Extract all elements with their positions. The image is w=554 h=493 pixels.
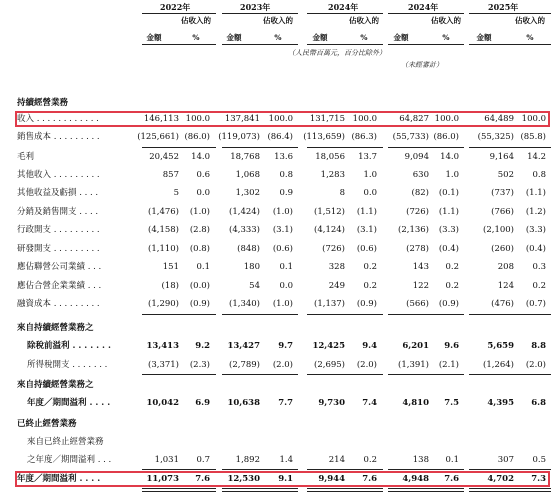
row-label: 研發開支 . . . . . . . . .	[17, 244, 100, 254]
disc-value-cell: 307	[497, 455, 514, 465]
amount-col-header: 金額	[476, 33, 492, 42]
row-value-cell: 630	[412, 170, 429, 180]
row-value-cell: (1,512)	[314, 207, 345, 217]
pct-col-header-top: 佔收入的	[431, 16, 461, 25]
pct-col-header-bottom: %	[192, 33, 200, 42]
tax-value-cell: (2,695)	[314, 360, 345, 370]
subtotal-rule	[469, 374, 551, 375]
row-value-cell: 1,283	[320, 170, 345, 180]
row-value-cell: 249	[328, 281, 345, 291]
total-value-cell: 7.6	[444, 474, 459, 484]
row-value-cell: (4,124)	[314, 225, 345, 235]
row-value-cell: 151	[162, 262, 179, 272]
row-value-cell: 0.2	[445, 281, 459, 291]
tax-value-cell: (2.0)	[525, 360, 546, 370]
row-value-cell: (3.1)	[272, 225, 293, 235]
pbt-value-cell: 9.6	[444, 341, 459, 351]
cont-value-cell: 4,810	[402, 398, 429, 408]
row-value-cell: 64,489	[484, 114, 514, 124]
tax-label: 所得稅開支 . . . . . . .	[27, 360, 108, 370]
row-value-cell: (0.7)	[525, 299, 546, 309]
row-value-cell: (1.1)	[438, 207, 459, 217]
row-value-cell: 13.7	[358, 152, 377, 162]
row-value-cell: 8	[339, 188, 345, 198]
disc-label: 之年度／期間溢利 . . .	[27, 455, 112, 465]
row-value-cell: (0.9)	[189, 299, 210, 309]
subtotal-rule	[307, 374, 383, 375]
row-value-cell: 9,164	[489, 152, 514, 162]
row-value-cell: 208	[497, 262, 514, 272]
year-underline-3	[307, 13, 383, 14]
row-value-cell: 1.0	[363, 170, 377, 180]
total-double-rule	[307, 488, 383, 492]
total-value-cell: 9,944	[318, 474, 345, 484]
pbt-value-cell: 12,425	[312, 341, 345, 351]
row-value-cell: 0.0	[363, 188, 377, 198]
row-value-cell: (0.6)	[356, 244, 377, 254]
tax-value-cell: (2.1)	[438, 360, 459, 370]
row-value-cell: 18,056	[315, 152, 345, 162]
row-value-cell: 0.8	[279, 170, 293, 180]
subheader-underline-3	[307, 44, 383, 45]
tax-value-cell: (2.0)	[356, 360, 377, 370]
row-value-cell: (2,136)	[398, 225, 429, 235]
subtotal-rule	[469, 314, 551, 315]
row-value-cell: 1.0	[445, 170, 459, 180]
disc-value-cell: 1,892	[235, 455, 260, 465]
row-value-cell: (726)	[322, 244, 345, 254]
row-value-cell: (1,424)	[229, 207, 260, 217]
row-label: 應佔合營企業業績 . . .	[17, 281, 102, 291]
row-value-cell: 328	[328, 262, 345, 272]
row-value-cell: (1.1)	[525, 188, 546, 198]
row-value-cell: (1,290)	[148, 299, 179, 309]
row-value-cell: (0.9)	[438, 299, 459, 309]
year-underline-5	[469, 13, 551, 14]
row-value-cell: 100.0	[352, 114, 377, 124]
row-value-cell: 0.2	[532, 281, 546, 291]
subtotal-rule	[142, 147, 216, 148]
row-value-cell: 143	[412, 262, 429, 272]
amount-col-header: 金額	[226, 33, 242, 42]
row-value-cell: (4,158)	[148, 225, 179, 235]
cont-value-cell: 6.8	[531, 398, 546, 408]
total-value-cell: 7.3	[531, 474, 546, 484]
row-value-cell: 100.0	[268, 114, 293, 124]
row-value-cell: (737)	[491, 188, 514, 198]
row-value-cell: 0.9	[279, 188, 293, 198]
total-value-cell: 11,073	[146, 474, 179, 484]
tax-value-cell: (2.0)	[272, 360, 293, 370]
row-value-cell: (0.0)	[189, 281, 210, 291]
row-value-cell: 122	[412, 281, 429, 291]
subtotal-rule	[388, 469, 464, 470]
row-value-cell: 857	[162, 170, 179, 180]
row-value-cell: 0.2	[363, 281, 377, 291]
row-value-cell: (0.6)	[272, 244, 293, 254]
row-value-cell: 14.2	[527, 152, 546, 162]
subtotal-rule	[388, 374, 464, 375]
total-value-cell: 4,702	[487, 474, 514, 484]
row-value-cell: 100.0	[185, 114, 210, 124]
section-title-continuing: 持續經營業務	[17, 98, 69, 108]
total-value-cell: 12,530	[227, 474, 260, 484]
row-value-cell: 1,302	[235, 188, 260, 198]
row-value-cell: 9,094	[404, 152, 429, 162]
row-value-cell: (1.1)	[356, 207, 377, 217]
subtotal-rule	[222, 374, 298, 375]
row-value-cell: 502	[497, 170, 514, 180]
row-value-cell: 13.6	[274, 152, 293, 162]
total-value-cell: 7.6	[362, 474, 377, 484]
row-label: 銷售成本 . . . . . . . . .	[17, 132, 100, 142]
row-value-cell: 0.3	[532, 262, 546, 272]
cont-value-cell: 10,638	[227, 398, 260, 408]
row-value-cell: (119,073)	[218, 132, 260, 142]
year-header-2024: 2024年	[328, 2, 359, 12]
subheader-underline-4	[388, 44, 464, 45]
row-value-cell: 18,768	[230, 152, 260, 162]
subheader-underline-5	[469, 44, 551, 45]
subtotal-rule	[222, 314, 298, 315]
subtotal-rule	[142, 374, 216, 375]
disc-line1: 來自已終止經營業務	[27, 437, 104, 447]
subtotal-rule	[307, 469, 383, 470]
row-value-cell: 100.0	[434, 114, 459, 124]
row-value-cell: (766)	[491, 207, 514, 217]
tax-value-cell: (2,789)	[229, 360, 260, 370]
row-value-cell: (2.8)	[189, 225, 210, 235]
row-value-cell: (3.1)	[356, 225, 377, 235]
row-value-cell: (82)	[411, 188, 429, 198]
subheader-underline-1	[142, 44, 216, 45]
subheader-underline-2	[222, 44, 298, 45]
row-value-cell: (0.4)	[525, 244, 546, 254]
pbt-label: 除稅前溢利 . . . . . . .	[27, 341, 111, 351]
row-value-cell: (476)	[491, 299, 514, 309]
subtotal-rule	[142, 469, 216, 470]
row-value-cell: (1.0)	[272, 207, 293, 217]
disc-value-cell: 214	[328, 455, 345, 465]
row-value-cell: 64,827	[399, 114, 429, 124]
row-value-cell: 0.2	[363, 262, 377, 272]
pbt-value-cell: 9.2	[195, 341, 210, 351]
pct-col-header-top: 佔收入的	[515, 16, 545, 25]
row-value-cell: (1,340)	[229, 299, 260, 309]
pbt-value-cell: 13,413	[146, 341, 179, 351]
disc-value-cell: 0.1	[445, 455, 459, 465]
subtotal-rule	[469, 147, 551, 148]
row-value-cell: (18)	[161, 281, 179, 291]
disc-value-cell: 0.7	[196, 455, 210, 465]
row-label: 應佔聯營公司業績 . . .	[17, 262, 102, 272]
cont-value-cell: 4,395	[487, 398, 514, 408]
row-value-cell: (1,476)	[148, 207, 179, 217]
row-value-cell: 1,068	[235, 170, 260, 180]
amount-col-header: 金額	[393, 33, 409, 42]
cont-value-cell: 6.9	[195, 398, 210, 408]
pct-col-header-bottom: %	[442, 33, 450, 42]
row-value-cell: 131,715	[309, 114, 345, 124]
row-value-cell: 54	[249, 281, 260, 291]
row-value-cell: (1.0)	[189, 207, 210, 217]
pbt-value-cell: 5,659	[487, 341, 514, 351]
pbt-value-cell: 13,427	[227, 341, 260, 351]
row-value-cell: (86.0)	[184, 132, 210, 142]
row-value-cell: 20,452	[149, 152, 179, 162]
row-value-cell: 137,841	[224, 114, 260, 124]
row-value-cell: (260)	[491, 244, 514, 254]
row-value-cell: (4,333)	[229, 225, 260, 235]
row-value-cell: (125,661)	[137, 132, 179, 142]
row-value-cell: 14.0	[440, 152, 459, 162]
row-value-cell: (1.0)	[272, 299, 293, 309]
row-value-cell: 0.0	[279, 281, 293, 291]
year-underline-2	[222, 13, 298, 14]
subtotal-rule	[388, 314, 464, 315]
pbt-value-cell: 9.7	[278, 341, 293, 351]
pct-col-header-bottom: %	[360, 33, 368, 42]
row-value-cell: 0.2	[445, 262, 459, 272]
row-value-cell: 100.0	[521, 114, 546, 124]
row-value-cell: 0.0	[196, 188, 210, 198]
subtotal-rule	[222, 147, 298, 148]
row-value-cell: (3.3)	[438, 225, 459, 235]
subtotal-rule	[469, 469, 551, 470]
row-value-cell: (0.4)	[438, 244, 459, 254]
cont-title: 來自持續經營業務之	[17, 380, 94, 390]
row-value-cell: (278)	[406, 244, 429, 254]
total-double-rule	[142, 488, 216, 492]
row-value-cell: (2,100)	[483, 225, 514, 235]
row-value-cell: (566)	[406, 299, 429, 309]
row-value-cell: (86.3)	[351, 132, 377, 142]
disc-value-cell: 138	[412, 455, 429, 465]
row-value-cell: 180	[243, 262, 260, 272]
tax-value-cell: (1,391)	[398, 360, 429, 370]
row-value-cell: 146,113	[143, 114, 179, 124]
total-value-cell: 4,948	[402, 474, 429, 484]
tax-value-cell: (2.3)	[189, 360, 210, 370]
subtotal-rule	[307, 314, 383, 315]
row-label: 融資成本 . . . . . . . . .	[17, 299, 100, 309]
pct-col-header-bottom: %	[274, 33, 282, 42]
tax-value-cell: (1,264)	[483, 360, 514, 370]
row-label: 其他收入 . . . . . . . . .	[17, 170, 100, 180]
total-value-cell: 7.6	[195, 474, 210, 484]
row-value-cell: (1,110)	[148, 244, 179, 254]
row-value-cell: 5	[173, 188, 179, 198]
disc-value-cell: 0.2	[363, 455, 377, 465]
tax-value-cell: (3,371)	[148, 360, 179, 370]
row-value-cell: (113,659)	[303, 132, 345, 142]
row-value-cell: (848)	[237, 244, 260, 254]
pct-col-header-top: 佔收入的	[349, 16, 379, 25]
cont-value-cell: 7.5	[444, 398, 459, 408]
subtotal-rule	[222, 469, 298, 470]
row-value-cell: (86.0)	[433, 132, 459, 142]
subtotal-rule	[388, 147, 464, 148]
row-label: 分銷及銷售開支 . . . .	[17, 207, 99, 217]
total-value-cell: 9.1	[278, 474, 293, 484]
cont-value-cell: 7.7	[278, 398, 293, 408]
subtotal-rule	[142, 314, 216, 315]
row-value-cell: 0.8	[532, 170, 546, 180]
row-value-cell: (85.8)	[520, 132, 546, 142]
disc-title: 已終止經營業務	[17, 419, 77, 429]
year-header-2025: 2025年	[488, 2, 519, 12]
row-label: 收入 . . . . . . . . . . . .	[17, 114, 99, 124]
year-underline-1	[142, 13, 216, 14]
cont-value-cell: 7.4	[362, 398, 377, 408]
row-value-cell: 0.1	[279, 262, 293, 272]
pbt-value-cell: 8.8	[531, 341, 546, 351]
cont-value-cell: 9,730	[318, 398, 345, 408]
row-value-cell: 0.1	[196, 262, 210, 272]
pbt-value-cell: 6,201	[402, 341, 429, 351]
pbt-value-cell: 9.4	[362, 341, 377, 351]
total-label: 年度／期間溢利 . . . .	[17, 474, 101, 484]
year-header-2023: 2023年	[240, 2, 271, 12]
row-label: 其他收益及虧損 . . . .	[17, 188, 99, 198]
row-value-cell: (726)	[406, 207, 429, 217]
subtotal-rule	[307, 147, 383, 148]
row-label: 毛利	[17, 152, 35, 162]
amount-col-header: 金額	[146, 33, 162, 42]
unit-note: （人民幣百萬元，百分比除外）	[288, 49, 386, 57]
disc-value-cell: 1.4	[279, 455, 293, 465]
total-double-rule	[469, 488, 551, 492]
row-value-cell: 0.6	[196, 170, 210, 180]
disc-value-cell: 0.5	[532, 455, 546, 465]
cont-label: 年度／期間溢利 . . . .	[27, 398, 111, 408]
pbt-title: 來自持續經營業務之	[17, 323, 94, 333]
year-underline-4	[388, 13, 464, 14]
highlight-total-profit-row	[15, 471, 550, 487]
total-double-rule	[222, 488, 298, 492]
row-value-cell: 124	[497, 281, 514, 291]
row-value-cell: (1.2)	[525, 207, 546, 217]
row-value-cell: (0.1)	[438, 188, 459, 198]
amount-col-header: 金額	[312, 33, 328, 42]
pct-col-header-top: 佔收入的	[181, 16, 211, 25]
row-value-cell: (0.9)	[356, 299, 377, 309]
unaudited-note: （未經審計）	[401, 61, 443, 69]
disc-value-cell: 1,031	[154, 455, 179, 465]
cont-value-cell: 10,042	[146, 398, 179, 408]
row-value-cell: (0.8)	[189, 244, 210, 254]
year-header-2024-interim: 2024年	[408, 2, 439, 12]
pct-col-header-top: 佔收入的	[263, 16, 293, 25]
year-header-2022: 2022年	[160, 2, 191, 12]
row-value-cell: (55,733)	[392, 132, 429, 142]
pct-col-header-bottom: %	[526, 33, 534, 42]
total-double-rule	[388, 488, 464, 492]
row-value-cell: (86.4)	[267, 132, 293, 142]
row-value-cell: (55,325)	[477, 132, 514, 142]
row-value-cell: (3.3)	[525, 225, 546, 235]
row-value-cell: (1,137)	[314, 299, 345, 309]
row-value-cell: 14.0	[191, 152, 210, 162]
highlight-revenue-row	[15, 111, 550, 127]
row-label: 行政開支 . . . . . . . . .	[17, 225, 100, 235]
